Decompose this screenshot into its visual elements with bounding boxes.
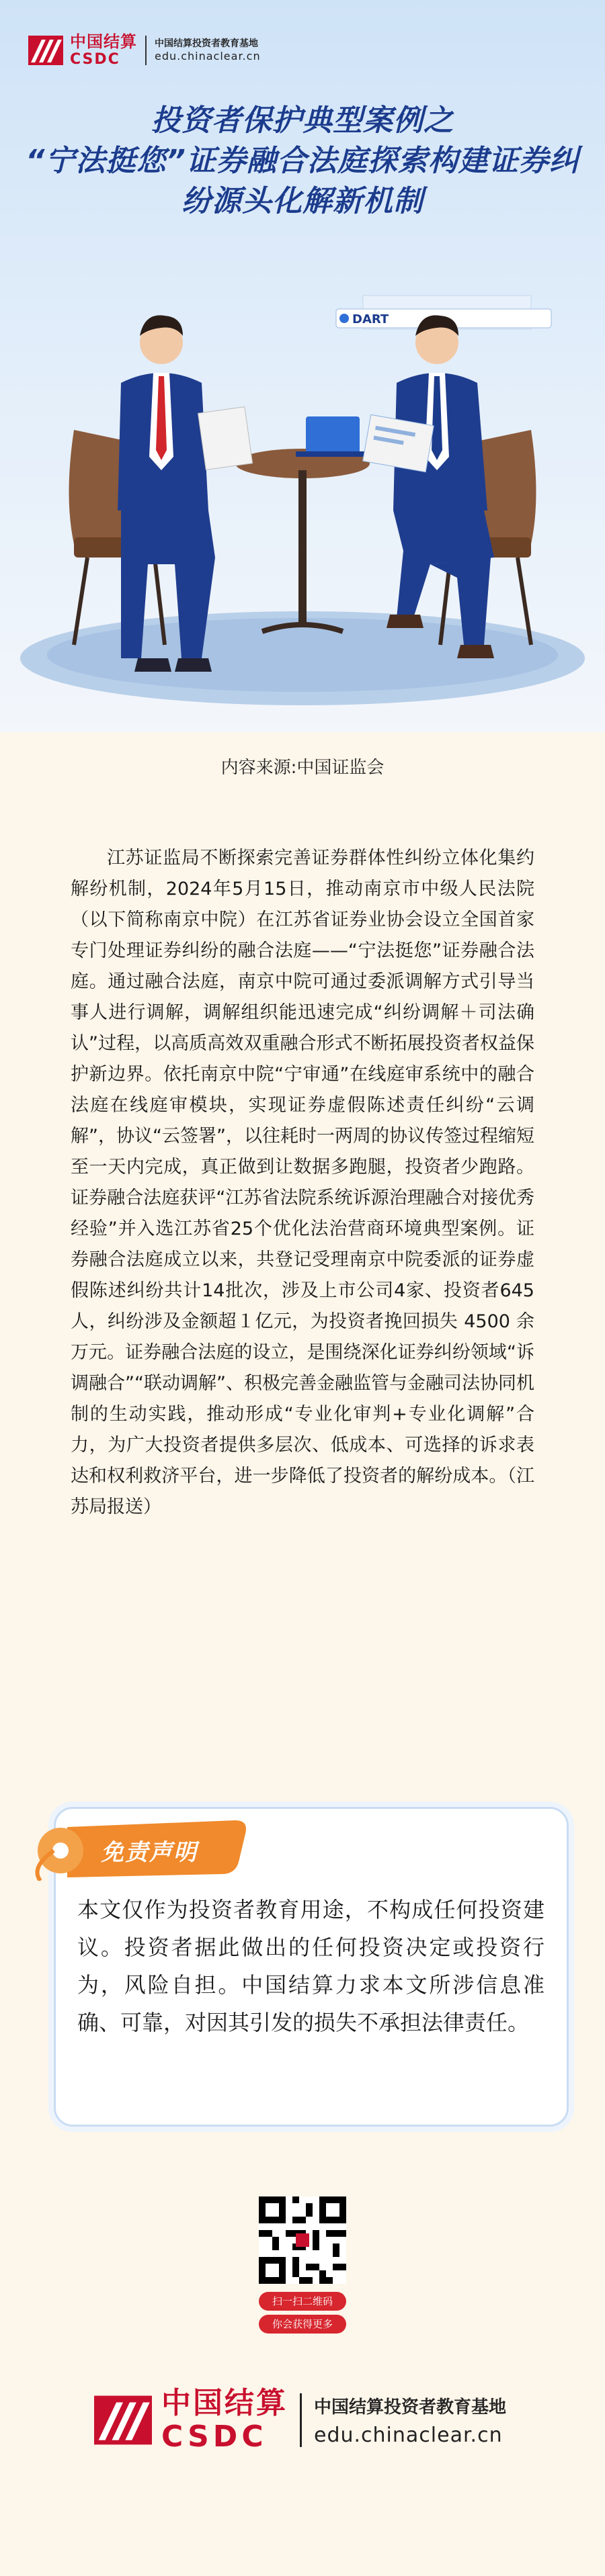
footer-logo — [94, 2386, 507, 2454]
scan-qr-button[interactable]: 扫一扫二维码 — [259, 2292, 346, 2311]
disclaimer-text: 本文仅作为投资者教育用途，不构成任何投资建议。投资者据此做出的任何投资决定或投资行为，风险自担。中国结算力求本文所涉信息准确、可靠，对因其引发的损失不承担法律责任。 — [77, 1897, 544, 2035]
footer-logo-cn: 中国结算 — [161, 2386, 288, 2420]
article-body — [71, 843, 534, 1523]
header-logo — [28, 34, 261, 67]
logo-cn: 中国结算 — [70, 32, 137, 51]
title-line-3: 纷源头化解新机制 — [182, 184, 424, 218]
org-name: 中国结算投资者教育基地 — [155, 38, 258, 49]
meeting-illustration — [0, 242, 605, 732]
hero-banner — [0, 0, 605, 732]
csdc-logo-icon — [28, 36, 63, 65]
screen-label: DART — [352, 312, 389, 326]
csdc-footer-logo-icon — [94, 2394, 152, 2446]
get-more-button[interactable]: 你会获得更多 — [259, 2315, 346, 2334]
title-line-2: “宁法挺您”证券融合法庭探索构建证券纠 — [26, 144, 579, 178]
footer-url: edu.chinaclear.cn — [314, 2424, 503, 2447]
qr-code[interactable] — [259, 2196, 346, 2284]
logo-en: CSDC — [70, 51, 120, 68]
footer-logo-en: CSDC — [161, 2419, 268, 2454]
logo-divider — [145, 36, 147, 65]
page-title — [0, 101, 605, 222]
content-source: 内容来源:中国证监会 — [220, 758, 385, 778]
footer-org-name: 中国结算投资者教育基地 — [314, 2397, 507, 2417]
disclaimer-title: 免责声明 — [101, 1839, 198, 1866]
org-url: edu.chinaclear.cn — [155, 49, 261, 62]
article-paragraph: 江苏证监局不断探索完善证券群体性纠纷立体化集约解纷机制，2024年5月15日，推动南京市中级人民法院（以下简称南京中院）在江苏省证券业协会设立全国首家专门处理证券纠纷的融合法庭——“宁法挺您”证券融合法庭。通过融合法庭，南京中院可通过委派调解方式引导当事人进行调解，调解组织能迅速完成“纠纷调解＋司法确认”过程，以高质高效双重融合形式不断拓展投资者权益保护新边界。依托南京中院“宁审通”在线庭审系统中的融合法庭在线庭审模块，实现证券虚假陈述责任纠纷“云调解”，协议“云签署”，以往耗时一两周的协议传签过程缩短至一天内完成，真正做到让数据多跑腿，投资者少跑路。证券融合法庭获评“江苏省法院系统诉源治理融合对接优秀经验”并入选江苏省25个优化法治营商环境典型案例。证券融合法庭成立以来，共登记受理南京中院委派的证券虚假陈述纠纷共计14批次，涉及上市公司4家、投资者645人，纠纷涉及金额超１亿元，为投资者挽回损失 4500 余万元。证券融合法庭的设立，是围绕深化证券纠纷领域“诉调融合”“联动调解”、积极完善金融监管与金融司法协同机制的生动实践，推动形成“专业化审判+专业化调解”合力，为广大投资者提供多层次、低成本、可选择的诉求表达和权利救济平台，进一步降低了投资者的解纷成本。（江苏局报送） — [71, 848, 534, 1517]
footer-divider — [300, 2393, 302, 2447]
title-line-1: 投资者保护典型案例之 — [151, 103, 454, 138]
